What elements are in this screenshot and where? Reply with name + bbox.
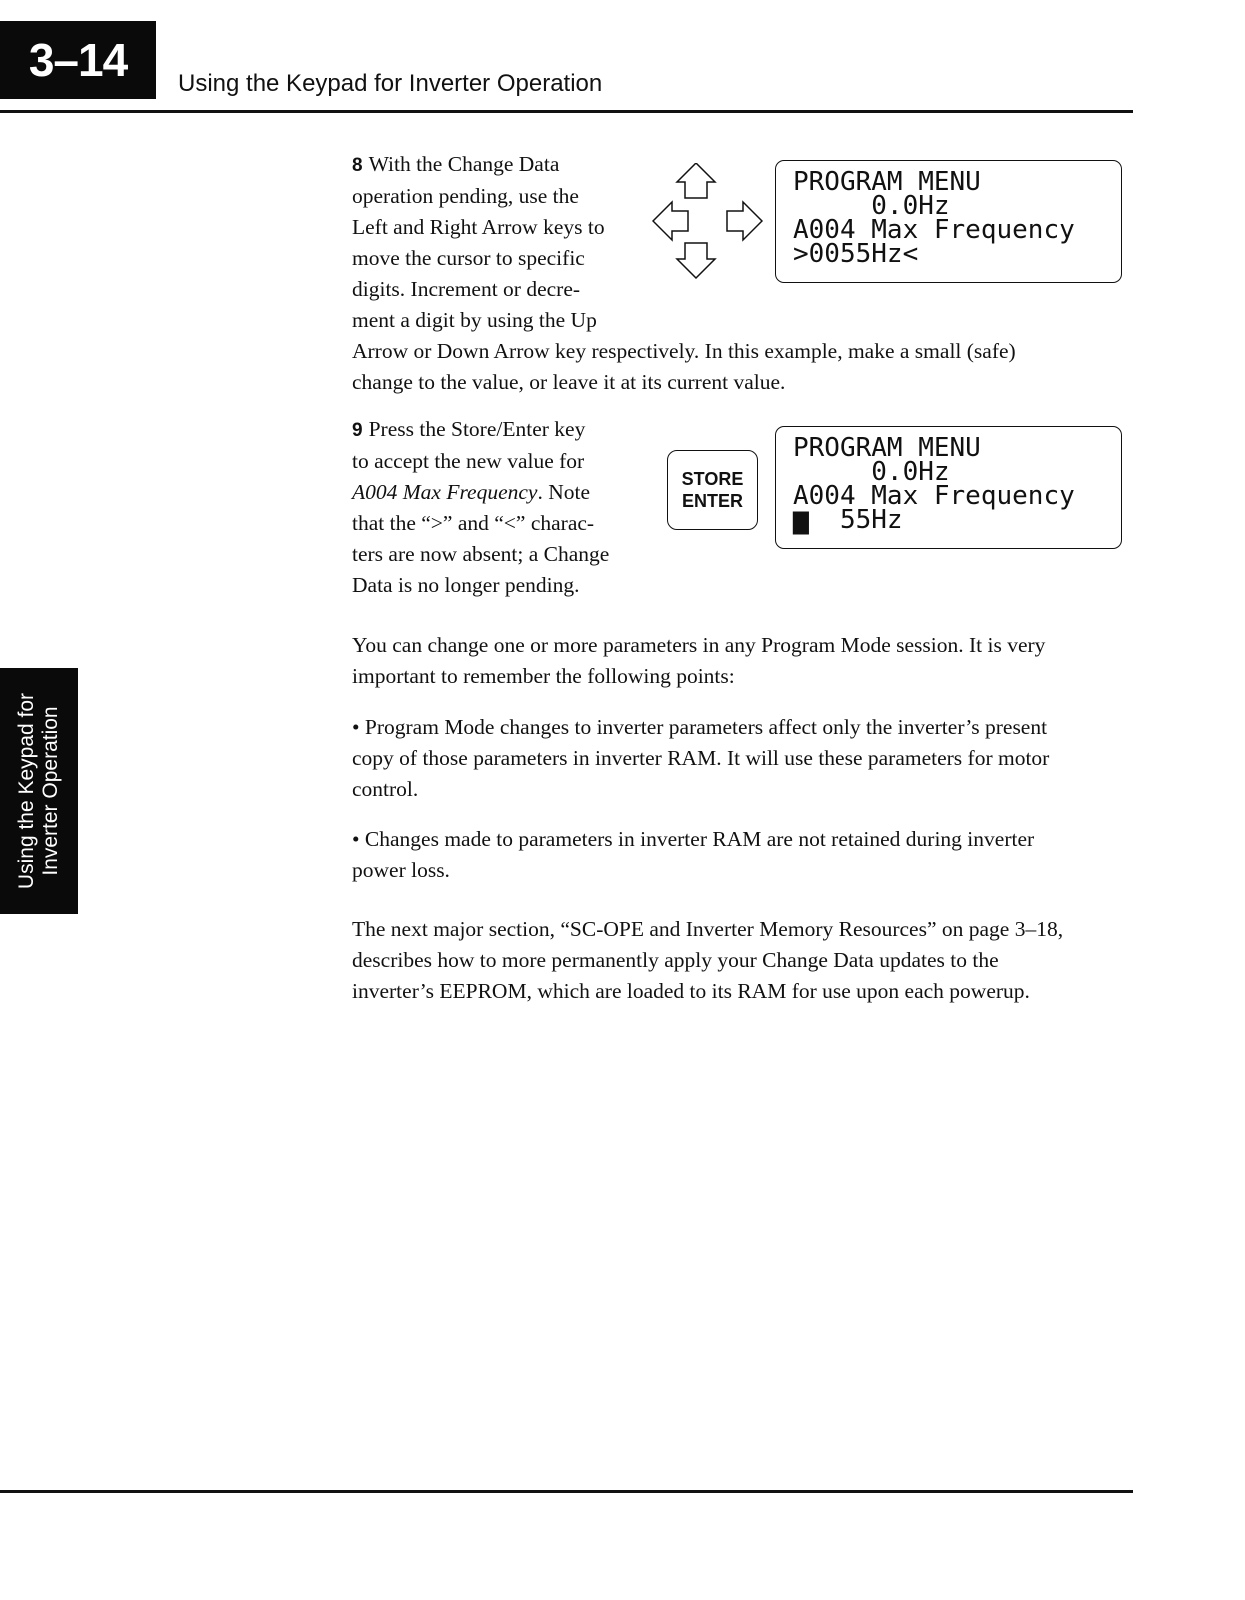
step9-line: Data is no longer pending. [352,573,580,597]
next-section-paragraph [352,914,1063,1007]
step9-line: . Note [537,480,591,504]
lcd-display-step9 [775,426,1122,549]
header-rule [0,110,1133,113]
side-tab-line2: Inverter Operation [39,706,62,876]
lcd-line: PROGRAM MENU [793,433,981,463]
bullet-line: control. [352,777,419,801]
parameter-name: A004 Max Frequency [352,480,538,504]
lcd-line: A004 Max Frequency [793,481,1075,511]
lcd-line: >0055Hz< [793,239,919,269]
bullet-line: • Changes made to parameters in inverter RAM are not retained during inverter [352,827,1035,851]
step8-line: With the Change Data [368,152,560,176]
step9-number: 9 [352,420,363,441]
paragraph-line: You can change one or more parameters in any Program Mode session. It is very [352,633,1046,657]
step8-line: digits. Increment or decre- [352,277,581,301]
step9-line: to accept the new value for [352,449,585,473]
lcd-line: ▆ 55Hz [793,505,903,535]
step9-text [352,414,609,601]
lcd-line: A004 Max Frequency [793,215,1075,245]
bullet-line: power loss. [352,858,450,882]
lcd-line: PROGRAM MENU [793,167,981,197]
intro-paragraph [352,630,1045,692]
step8-line: Left and Right Arrow keys to [352,215,605,239]
step8-number: 8 [352,155,363,176]
step9-line: that the “>” and “<” charac- [352,511,595,535]
step8-line: Arrow or Down Arrow key respectively. In this example, make a small (safe) [352,339,1016,363]
step8-line: change to the value, or leave it at its current value. [352,370,786,394]
footer-rule [0,1490,1133,1493]
down-arrow-icon [677,243,715,278]
paragraph-line: describes how to more permanently apply your Change Data updates to the [352,948,999,972]
lcd-line: 0.0Hz [793,457,950,487]
store-key-label: STORE [681,469,744,489]
paragraph-line: important to remember the following points: [352,664,735,688]
step8-line: move the cursor to specific [352,246,585,270]
paragraph-line: The next major section, “SC-OPE and Inverter Memory Resources” on page 3–18, [352,917,1064,941]
up-arrow-icon [677,163,715,198]
store-enter-key-icon [667,450,758,530]
left-arrow-icon [653,202,688,240]
bullet-ram-copy [352,712,1049,805]
step8-line: ment a digit by using the Up [352,308,597,332]
bullet-line: • Program Mode changes to inverter parameters affect only the inverter’s present [352,715,1048,739]
step8-line: operation pending, use the [352,184,579,208]
bullet-power-loss [352,824,1034,886]
step9-line: ters are now absent; a Change [352,542,610,566]
step9-line: Press the Store/Enter key [368,417,586,441]
paragraph-line: inverter’s EEPROM, which are loaded to its RAM for use upon each powerup. [352,979,1030,1003]
right-arrow-icon [727,202,762,240]
enter-key-label: ENTER [681,491,743,511]
lcd-display-step8 [775,160,1122,283]
page-number: 3–14 [0,21,156,99]
side-tab-line1: Using the Keypad for [15,692,38,890]
bullet-line: copy of those parameters in inverter RAM. It will use these parameters for motor [352,746,1050,770]
arrow-keys-icon [652,163,764,279]
running-header-title: Using the Keypad for Inverter Operation [178,70,603,97]
chapter-side-tab [0,668,78,914]
lcd-line: 0.0Hz [793,191,950,221]
